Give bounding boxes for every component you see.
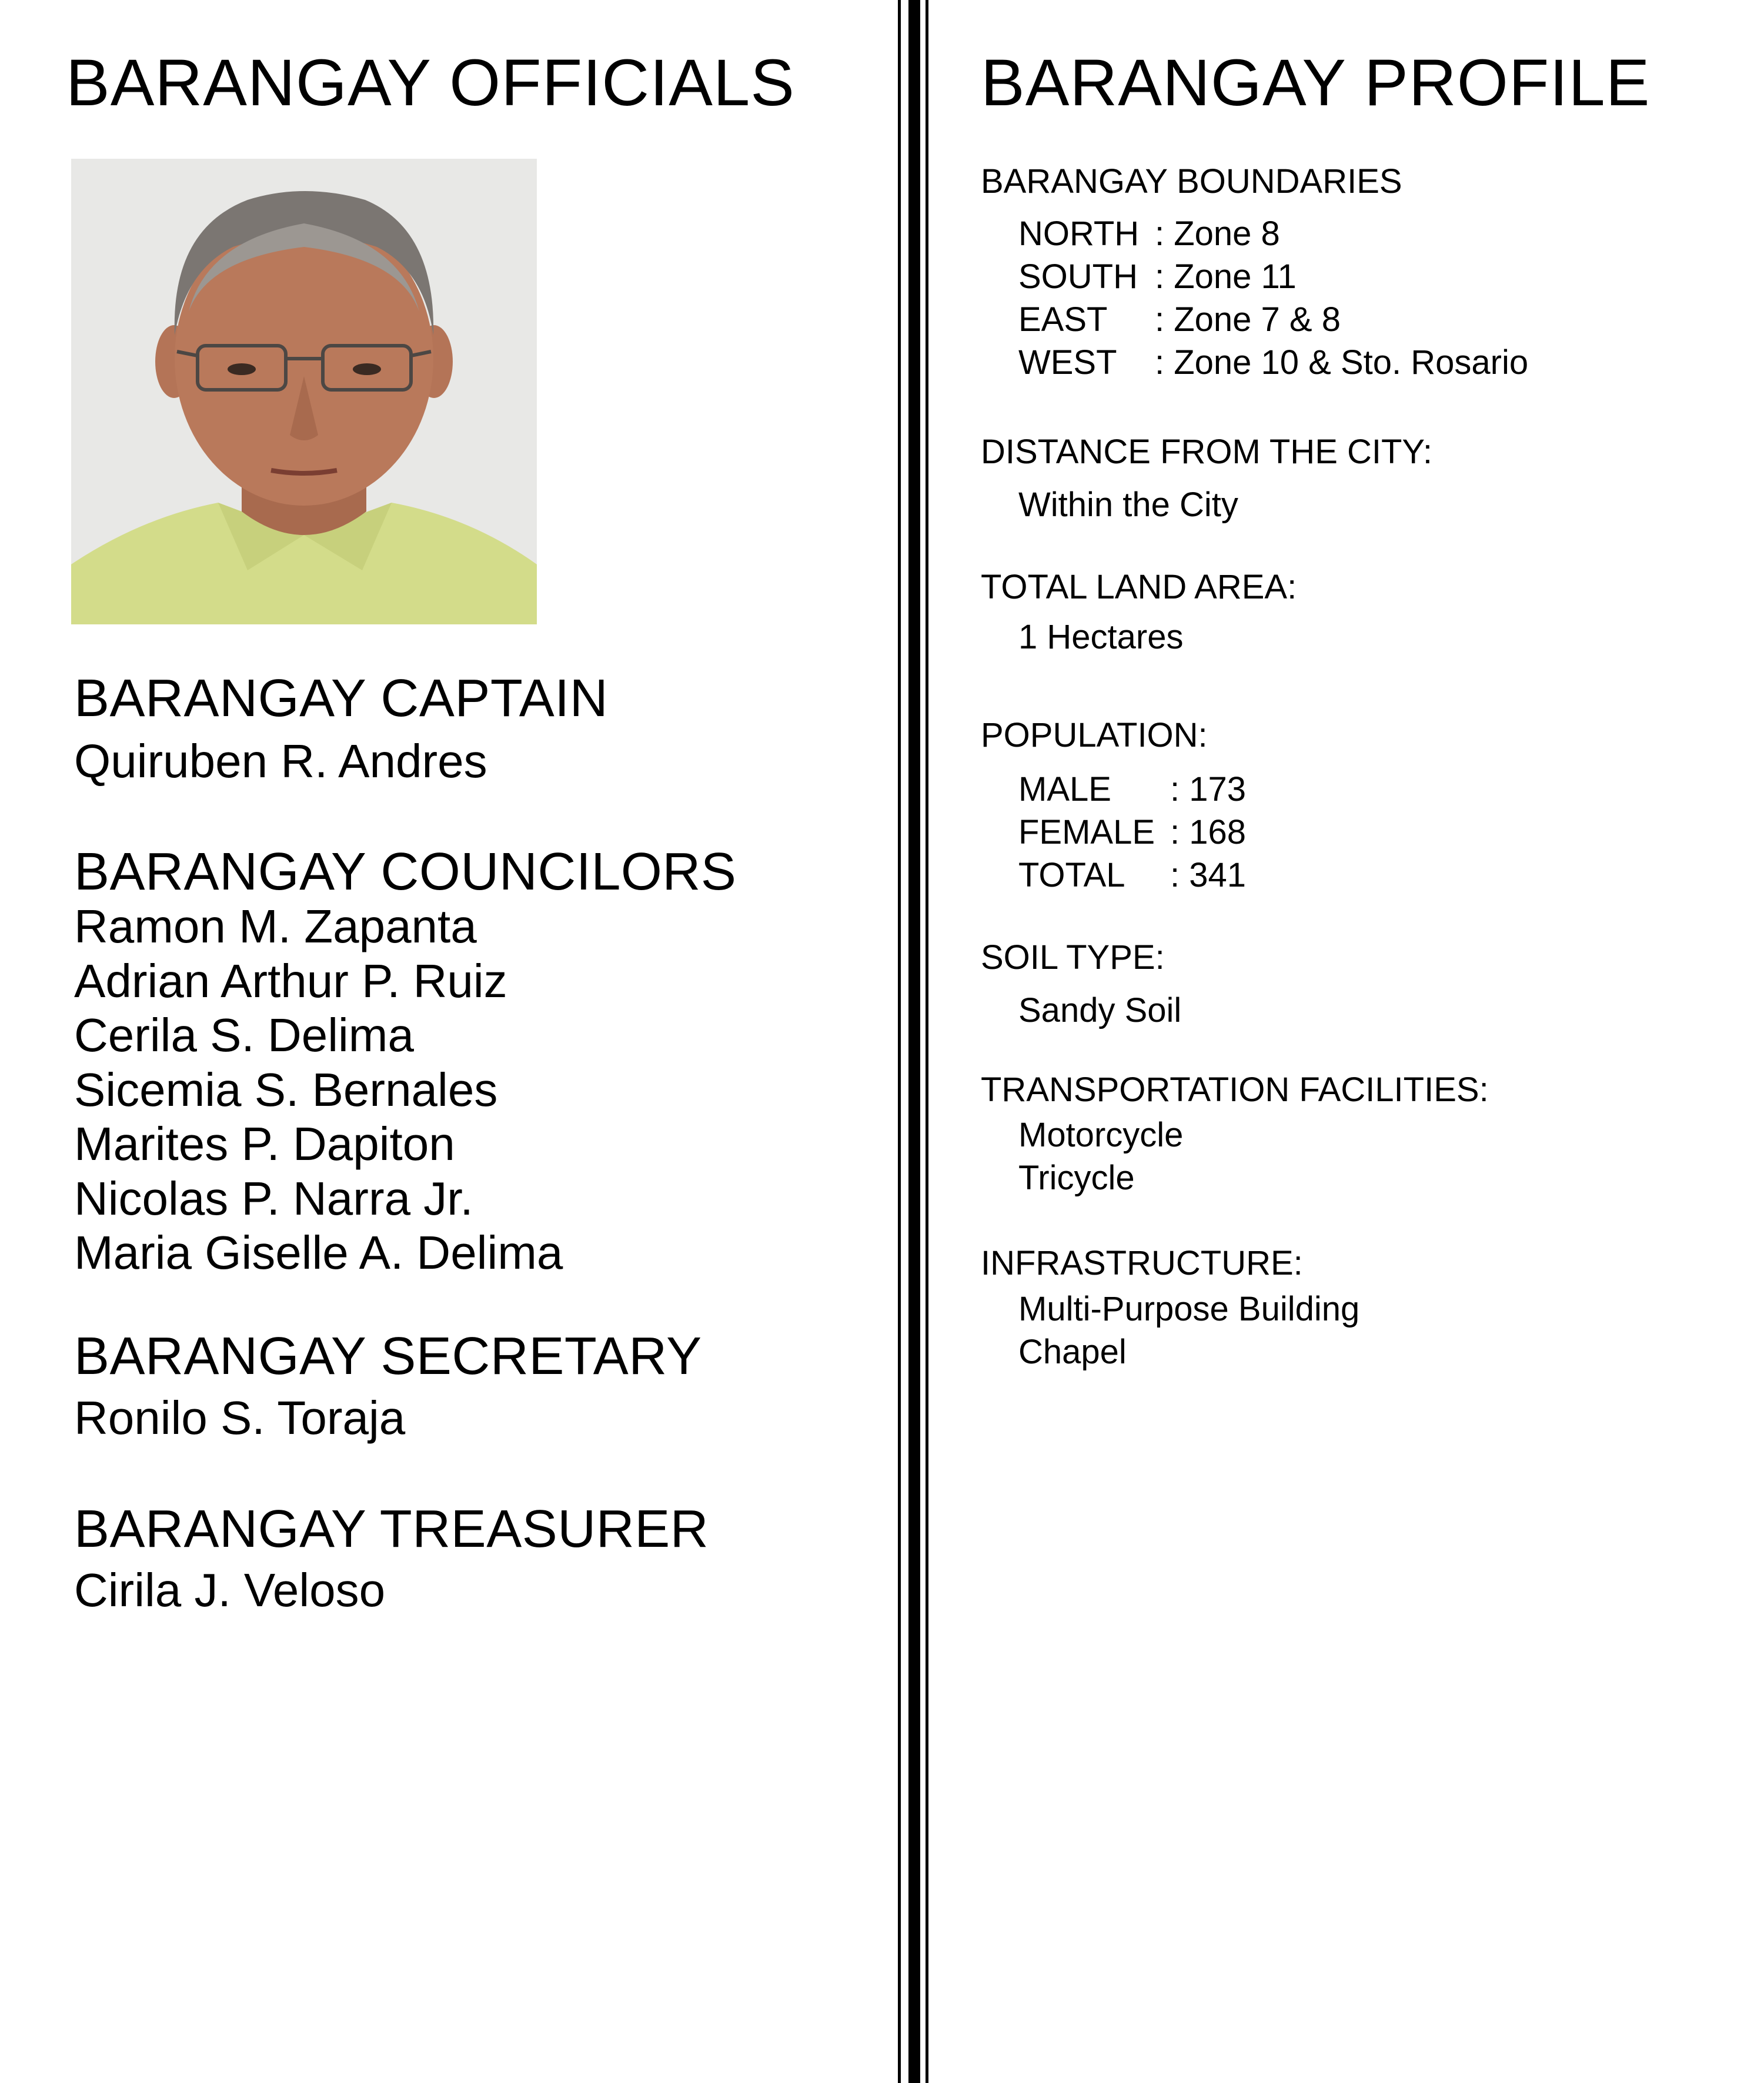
list-item: Sicemia S. Bernales xyxy=(74,1063,498,1116)
list-item: Motorcycle xyxy=(1018,1116,1184,1154)
population-label: MALE xyxy=(1018,770,1111,808)
column-divider-left-rule xyxy=(898,0,901,2083)
list-item: Multi-Purpose Building xyxy=(1018,1290,1360,1328)
list-item: Maria Giselle A. Delima xyxy=(74,1226,563,1279)
secretary-name: Ronilo S. Toraja xyxy=(74,1392,406,1444)
population-value: : 341 xyxy=(1170,856,1246,894)
boundary-label: EAST xyxy=(1018,300,1108,339)
table-row xyxy=(1018,815,1246,858)
table-row xyxy=(1018,303,1528,346)
boundary-value: : Zone 7 & 8 xyxy=(1155,300,1341,339)
councilors-title: BARANGAY COUNCILORS xyxy=(74,842,737,901)
column-divider-main-rule xyxy=(908,0,920,2083)
population-label: TOTAL xyxy=(1018,856,1125,894)
list-item: Chapel xyxy=(1018,1333,1127,1371)
list-item: Adrian Arthur P. Ruiz xyxy=(74,954,507,1007)
boundary-value: : Zone 10 & Sto. Rosario xyxy=(1155,343,1529,382)
population-title: POPULATION: xyxy=(981,716,1208,754)
list-item: Nicolas P. Narra Jr. xyxy=(74,1172,473,1225)
soil-title: SOIL TYPE: xyxy=(981,938,1165,977)
table-row xyxy=(1018,858,1246,901)
boundary-label: SOUTH xyxy=(1018,258,1138,296)
captain-name: Quiruben R. Andres xyxy=(74,735,487,787)
soil-value: Sandy Soil xyxy=(1018,991,1182,1029)
transportation-title: TRANSPORTATION FACILITIES: xyxy=(981,1071,1489,1109)
table-row xyxy=(1018,346,1528,389)
list-item: Cerila S. Delima xyxy=(74,1009,414,1061)
boundaries-title: BARANGAY BOUNDARIES xyxy=(981,162,1402,200)
councilors-list xyxy=(74,900,563,1280)
list-item: Ramon M. Zapanta xyxy=(74,900,477,952)
population-table xyxy=(1018,770,1246,901)
table-row xyxy=(1018,217,1528,260)
treasurer-title: BARANGAY TREASURER xyxy=(74,1500,709,1559)
infrastructure-list xyxy=(1018,1288,1359,1373)
table-row xyxy=(1018,260,1528,303)
list-item: Tricycle xyxy=(1018,1159,1135,1197)
column-divider-right-rule xyxy=(926,0,928,2083)
boundary-label: WEST xyxy=(1018,343,1117,382)
distance-title: DISTANCE FROM THE CITY: xyxy=(981,433,1433,471)
captain-title: BARANGAY CAPTAIN xyxy=(74,669,609,728)
boundary-value: : Zone 11 xyxy=(1155,258,1297,296)
boundary-label: NORTH xyxy=(1018,215,1140,253)
population-label: FEMALE xyxy=(1018,813,1155,851)
population-value: : 168 xyxy=(1170,813,1246,851)
land-area-value: 1 Hectares xyxy=(1018,618,1184,656)
boundaries-table xyxy=(1018,217,1528,389)
infrastructure-title: INFRASTRUCTURE: xyxy=(981,1244,1303,1282)
profile-heading: BARANGAY PROFILE xyxy=(981,46,1651,119)
captain-photo xyxy=(71,159,537,624)
distance-value: Within the City xyxy=(1018,486,1238,524)
secretary-title: BARANGAY SECRETARY xyxy=(74,1327,702,1386)
table-row xyxy=(1018,773,1246,815)
officials-heading: BARANGAY OFFICIALS xyxy=(66,46,795,119)
boundary-value: : Zone 8 xyxy=(1155,215,1280,253)
list-item: Marites P. Dapiton xyxy=(74,1118,455,1170)
treasurer-name: Cirila J. Veloso xyxy=(74,1564,386,1616)
population-value: : 173 xyxy=(1170,770,1246,808)
land-area-title: TOTAL LAND AREA: xyxy=(981,568,1297,606)
transportation-list xyxy=(1018,1114,1183,1199)
